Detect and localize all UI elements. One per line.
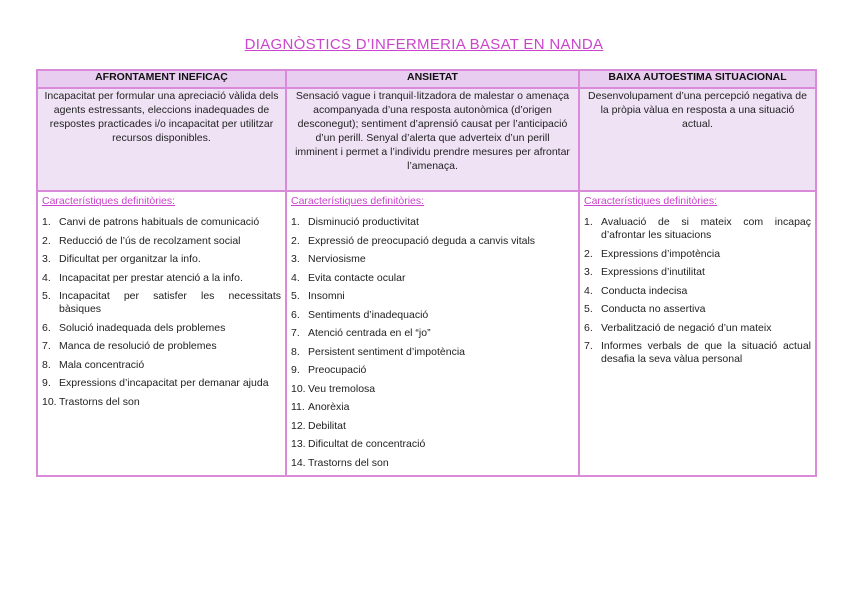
list-item	[584, 340, 811, 366]
item-number: 14.	[291, 456, 306, 469]
list-item	[291, 401, 574, 414]
item-text: Dificultat per organitzar la info.	[59, 253, 201, 265]
item-text: Dificultat de concentració	[308, 438, 426, 450]
list-item	[584, 266, 811, 279]
characteristics-list	[38, 216, 285, 409]
item-text: Incapacitat per prestar atenció a la info.	[59, 271, 243, 284]
item-number: 1.	[42, 216, 51, 228]
item-text: Anorèxia	[308, 401, 350, 413]
item-number: 8.	[291, 345, 300, 358]
list-item	[291, 438, 574, 451]
item-number: 5.	[291, 290, 300, 302]
item-number: 3.	[42, 253, 51, 265]
characteristics-list	[287, 216, 578, 470]
list-item	[291, 364, 574, 377]
list-item	[291, 383, 574, 396]
list-item	[291, 420, 574, 433]
item-number: 9.	[291, 364, 300, 376]
item-text: Evita contacte ocular	[308, 271, 406, 284]
item-number: 1.	[291, 216, 300, 228]
definition-text: Desenvolupament d’una percepció negativa de la pròpia vàlua en resposta a una situació actual.	[588, 90, 807, 130]
column-header: ANSIETAT	[286, 70, 579, 88]
characteristics-title: Característiques definitòries:	[584, 195, 718, 207]
list-item	[42, 359, 281, 372]
item-number: 4.	[291, 271, 300, 284]
item-text: Manca de resolució de problemes	[59, 340, 217, 352]
list-item	[42, 377, 281, 390]
characteristics-cell	[286, 191, 579, 476]
list-item	[584, 285, 811, 298]
item-text: Avaluació de si mateix com incapaç d’afrontar les situacions	[601, 216, 811, 241]
item-number: 6.	[291, 308, 300, 321]
item-text: Veu tremolosa	[308, 382, 376, 395]
definition-text: Sensació vague i tranquil·litzadora de malestar o amenaça acompanyada d’una resposta autonòmica (d’origen desconegut); sentiment d’aprensió causat per l’anticipació d’un perill. Senyal d’alerta que adverteix d’un perill imminent i permet a l’individu prendre mesures per afrontar l’amenaça.	[295, 90, 570, 172]
item-text: Persistent sentiment d’impotència	[308, 345, 465, 358]
list-item	[42, 235, 281, 248]
item-text: Sentiments d’inadequació	[308, 308, 429, 321]
document-title: DIAGNÒSTICS D’INFERMERIA BASAT EN NANDA	[244, 36, 604, 53]
item-number: 2.	[42, 234, 51, 247]
list-item	[291, 327, 574, 340]
definition-text: Incapacitat per formular una apreciació vàlida dels agents estressants, eleccions inadequades de respostes practicades i/o incapacitat per utilitzar recursos disponibles.	[44, 90, 279, 144]
list-item	[291, 457, 574, 470]
header-row	[37, 70, 816, 88]
item-text: Conducta no assertiva	[601, 303, 706, 315]
list-item	[42, 272, 281, 285]
item-text: Solució inadequada dels problemes	[59, 321, 226, 334]
list-item	[291, 290, 574, 303]
item-number: 8.	[42, 358, 51, 371]
definition-row	[37, 88, 816, 191]
item-number: 5.	[42, 290, 51, 302]
characteristics-cell	[579, 191, 816, 476]
item-number: 3.	[291, 253, 300, 265]
item-number: 7.	[291, 327, 300, 339]
list-item	[584, 303, 811, 316]
item-number: 11.	[291, 401, 305, 413]
item-number: 2.	[584, 247, 593, 260]
characteristics-cell	[37, 191, 286, 476]
nanda-diagnostics-table	[36, 69, 817, 477]
definition-cell	[579, 88, 816, 191]
item-number: 10.	[291, 382, 306, 395]
item-number: 4.	[584, 284, 593, 297]
item-text: Expressió de preocupació deguda a canvis vitals	[308, 234, 536, 247]
characteristics-row	[37, 191, 816, 476]
list-item	[42, 216, 281, 229]
list-item	[584, 216, 811, 242]
item-number: 6.	[42, 321, 51, 334]
item-number: 7.	[42, 340, 51, 352]
item-text: Conducta indecisa	[601, 284, 688, 297]
item-text: Debilitat	[308, 419, 346, 432]
definition-cell	[286, 88, 579, 191]
list-item	[42, 340, 281, 353]
item-text: Atenció centrada en el “jo”	[308, 327, 431, 339]
item-number: 4.	[42, 271, 51, 284]
item-number: 12.	[291, 419, 306, 432]
item-text: Expressions d’incapacitat per demanar ajuda	[59, 377, 269, 389]
list-item	[42, 322, 281, 335]
item-text: Disminució productivitat	[308, 216, 419, 228]
characteristics-title: Característiques definitòries:	[42, 195, 176, 207]
item-number: 2.	[291, 234, 300, 247]
list-item	[291, 253, 574, 266]
list-item	[42, 396, 281, 409]
characteristics-title: Característiques definitòries:	[291, 195, 425, 207]
item-text: Nerviosisme	[308, 253, 366, 265]
item-text: Preocupació	[308, 364, 367, 376]
item-number: 1.	[584, 216, 593, 228]
list-item	[42, 290, 281, 316]
item-text: Reducció de l’ús de recolzament social	[59, 234, 241, 247]
item-text: Informes verbals de que la situació actual desafia la seva vàlua personal	[601, 340, 811, 365]
characteristics-list	[580, 216, 815, 366]
list-item	[291, 272, 574, 285]
item-text: Expressions d’inutilitat	[601, 266, 705, 278]
list-item	[291, 216, 574, 229]
list-item	[584, 248, 811, 261]
list-item	[584, 322, 811, 335]
item-number: 9.	[42, 377, 51, 389]
item-text: Trastorns del son	[59, 395, 140, 408]
item-number: 5.	[584, 303, 593, 315]
list-item	[291, 309, 574, 322]
list-item	[42, 253, 281, 266]
item-number: 7.	[584, 340, 593, 352]
item-text: Canvi de patrons habituals de comunicació	[59, 216, 260, 228]
column-header: BAIXA AUTOESTIMA SITUACIONAL	[579, 70, 816, 88]
column-header: AFRONTAMENT INEFICAÇ	[37, 70, 286, 88]
item-text: Insomni	[308, 290, 345, 302]
list-item	[291, 346, 574, 359]
list-item	[291, 235, 574, 248]
item-number: 10.	[42, 395, 57, 408]
item-text: Verbalització de negació d’un mateix	[601, 321, 772, 334]
item-text: Expressions d’impotència	[601, 247, 721, 260]
item-number: 6.	[584, 321, 593, 334]
definition-cell	[37, 88, 286, 191]
item-text: Incapacitat per satisfer les necessitats bàsiques	[59, 290, 281, 315]
item-number: 13.	[291, 438, 306, 450]
item-text: Mala concentració	[59, 358, 145, 371]
item-number: 3.	[584, 266, 593, 278]
item-text: Trastorns del son	[308, 456, 389, 469]
